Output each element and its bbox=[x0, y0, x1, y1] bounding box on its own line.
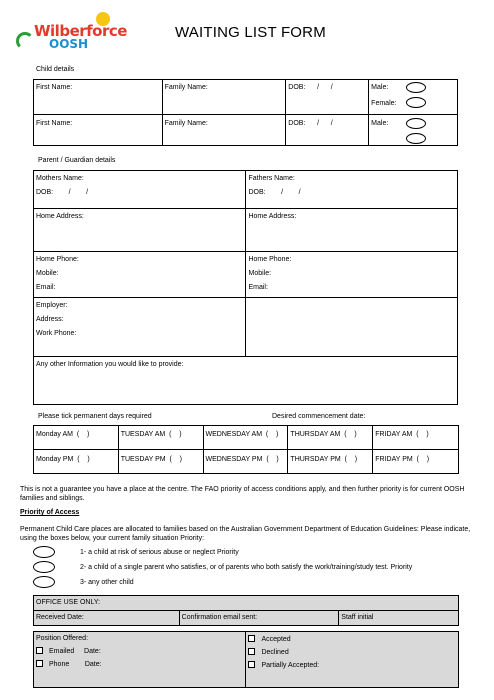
father-address-cell[interactable]: Home Address: bbox=[246, 209, 458, 252]
priority-option-1: 1- a child at risk of serious abuse or neglect Priority bbox=[80, 549, 239, 556]
logo-subtext: OOSH bbox=[49, 37, 89, 51]
outcome-cell bbox=[246, 632, 459, 688]
priority-heading: Priority of Access bbox=[20, 509, 80, 516]
father-dob-label: DOB: / / bbox=[248, 189, 301, 196]
partially-row: Partially Accepted: bbox=[248, 656, 458, 669]
child2-family-name[interactable]: Family Name: bbox=[162, 115, 286, 146]
mother-address-cell[interactable]: Home Address: bbox=[34, 209, 246, 252]
father-employer-cell[interactable] bbox=[246, 298, 458, 357]
page-title: WAITING LIST FORM bbox=[175, 24, 326, 41]
mother-name-cell[interactable] bbox=[34, 171, 246, 209]
commencement-label: Desired commencement date: bbox=[272, 413, 366, 420]
day-friday-am[interactable]: FRIDAY AM ( ) bbox=[373, 426, 459, 450]
male-label: Male: bbox=[371, 84, 389, 91]
day-thursday-pm[interactable]: THURSDAY PM ( ) bbox=[288, 450, 373, 474]
arc-icon bbox=[16, 32, 34, 50]
male-label: Male: bbox=[371, 120, 389, 127]
fathers-name-label: Fathers Name: bbox=[248, 175, 295, 182]
logo-text: Wilberforce bbox=[34, 22, 127, 40]
notice-text: This is not a guarantee you have a place at the centre. The FAO priority of access conditions apply, and then further priority is for current OOSH families and siblings. bbox=[20, 486, 465, 502]
priority-intro: Permanent Child Care places are allocated to families based on the Australian Government Department of Education Guidelines: Please indicate, using the boxes below, your current family situation Priority: bbox=[20, 526, 471, 542]
emailed-checkbox[interactable] bbox=[36, 647, 43, 654]
confirmation-cell[interactable]: Confirmation email sent: bbox=[179, 611, 339, 626]
partially-checkbox[interactable] bbox=[248, 661, 255, 668]
accepted-checkbox[interactable] bbox=[248, 635, 255, 642]
days-table bbox=[33, 425, 459, 474]
priority-3-radio[interactable] bbox=[33, 576, 55, 588]
female-radio[interactable] bbox=[406, 133, 426, 144]
child1-family-name[interactable]: Family Name: bbox=[162, 80, 286, 115]
female-radio[interactable] bbox=[406, 97, 426, 108]
mother-employer-cell[interactable]: Employer: Address: Work Phone: bbox=[34, 298, 246, 357]
position-offered-label: Position Offered: bbox=[36, 635, 89, 642]
mothers-name-label: Mothers Name: bbox=[36, 175, 84, 182]
declined-checkbox[interactable] bbox=[248, 648, 255, 655]
male-radio[interactable] bbox=[406, 118, 426, 129]
position-offered-cell bbox=[34, 632, 246, 688]
priority-1-radio[interactable] bbox=[33, 546, 55, 558]
office-table bbox=[33, 595, 459, 626]
accepted-row: Accepted bbox=[248, 632, 458, 643]
staff-initial-cell[interactable]: Staff initial bbox=[339, 611, 459, 626]
child1-dob[interactable]: DOB: / / bbox=[286, 80, 369, 115]
day-tuesday-am[interactable]: TUESDAY AM ( ) bbox=[118, 426, 203, 450]
office-position-table bbox=[33, 631, 459, 688]
child2-dob[interactable]: DOB: / / bbox=[286, 115, 369, 146]
father-name-cell[interactable] bbox=[246, 171, 458, 209]
day-monday-am[interactable]: Monday AM ( ) bbox=[34, 426, 119, 450]
phone-checkbox[interactable] bbox=[36, 660, 43, 667]
received-date-cell[interactable]: Received Date: bbox=[34, 611, 180, 626]
male-radio[interactable] bbox=[406, 82, 426, 93]
logo bbox=[14, 8, 127, 54]
office-heading-cell bbox=[34, 596, 459, 611]
priority-option-3: 3- any other child bbox=[80, 579, 134, 586]
child2-first-name[interactable]: First Name: bbox=[34, 115, 163, 146]
days-label: Please tick permanent days required bbox=[38, 413, 152, 420]
mother-dob-label: DOB: / / bbox=[36, 189, 89, 196]
day-wednesday-am[interactable]: WEDNESDAY AM ( ) bbox=[203, 426, 288, 450]
day-thursday-am[interactable]: THURSDAY AM ( ) bbox=[288, 426, 373, 450]
day-wednesday-pm[interactable]: WEDNESDAY PM ( ) bbox=[203, 450, 288, 474]
father-contact-cell[interactable]: Home Phone: Mobile: Email: bbox=[246, 252, 458, 298]
priority-option-2: 2- a child of a single parent who satisfies, or of parents who both satisfy the work/training/study test. Priority bbox=[80, 564, 413, 571]
office-heading: OFFICE USE ONLY: bbox=[36, 599, 101, 606]
day-monday-pm[interactable]: Monday PM ( ) bbox=[34, 450, 119, 474]
parent-section-label: Parent / Guardian details bbox=[38, 157, 116, 164]
other-info-cell[interactable]: Any other Information you would like to provide: bbox=[34, 357, 458, 405]
day-friday-pm[interactable]: FRIDAY PM ( ) bbox=[373, 450, 459, 474]
declined-row: Declined bbox=[248, 643, 458, 656]
child-section-label: Child details bbox=[36, 66, 75, 73]
mother-contact-cell[interactable]: Home Phone: Mobile: Email: bbox=[34, 252, 246, 298]
priority-2-radio[interactable] bbox=[33, 561, 55, 573]
day-tuesday-pm[interactable]: TUESDAY PM ( ) bbox=[118, 450, 203, 474]
emailed-row: Emailed Date: bbox=[36, 642, 245, 655]
phone-row: Phone Date: bbox=[36, 655, 245, 668]
female-label: Female: bbox=[371, 100, 397, 107]
parent-table bbox=[33, 170, 458, 405]
child-table bbox=[33, 79, 458, 146]
child1-first-name[interactable]: First Name: bbox=[34, 80, 163, 115]
